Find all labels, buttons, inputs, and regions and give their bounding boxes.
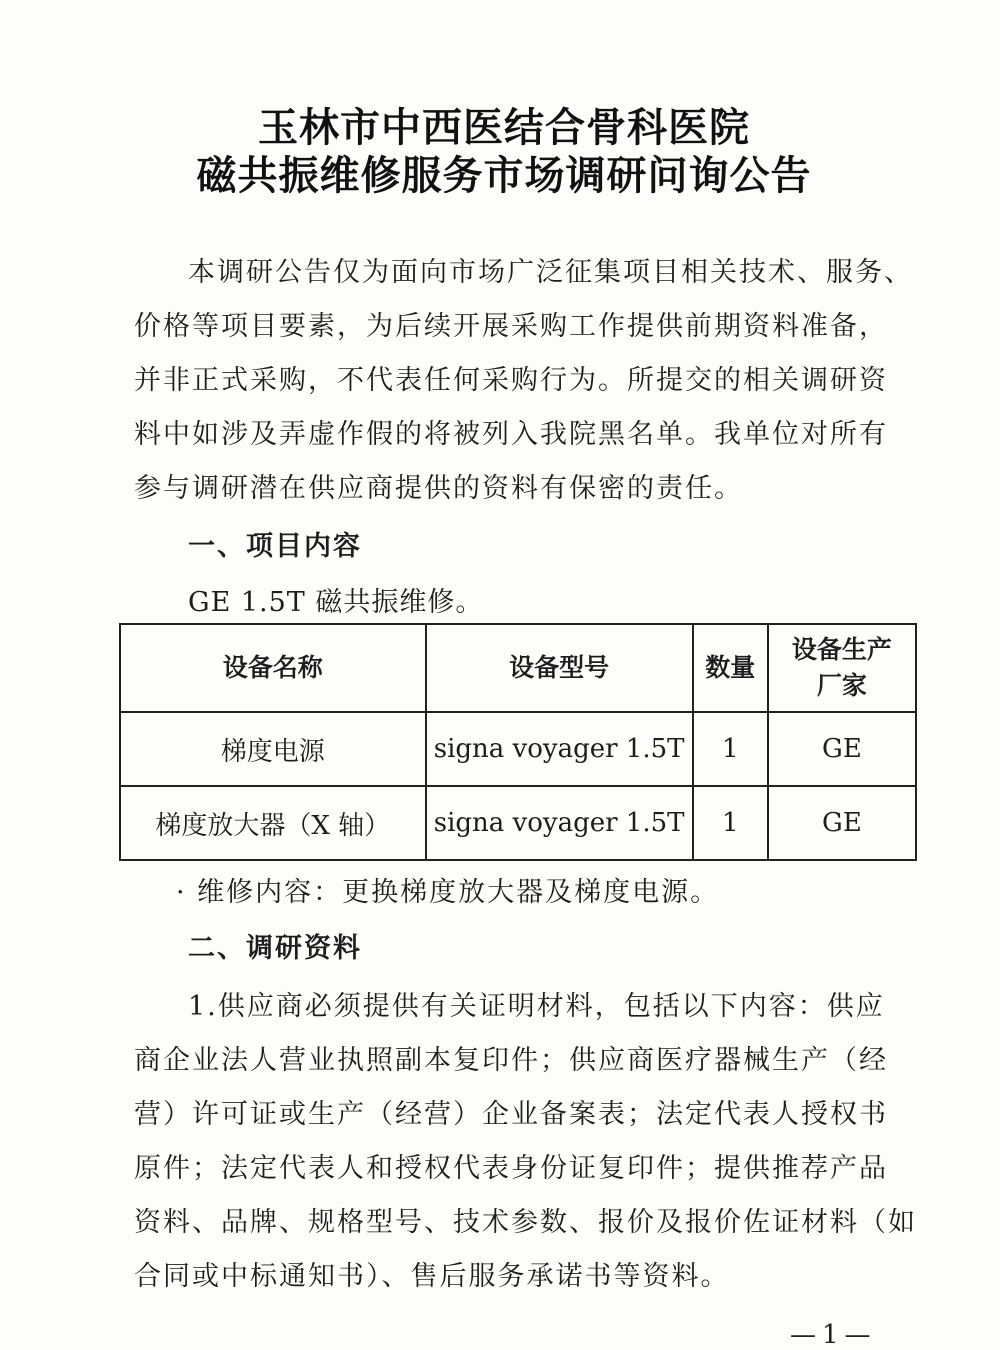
title-line-2: 磁共振维修服务市场调研问询公告 [196,153,812,199]
section-2-line-4: 原件；法定代表人和授权代表身份证复印件；提供推荐产品 [134,1153,888,1184]
section-2-line-6: 合同或中标通知书）、售后服务承诺书等资料。 [134,1261,730,1292]
equipment-table [119,623,917,861]
table-row [120,786,916,860]
section-1-heading: 一、项目内容 [188,531,362,562]
cell-quantity: 1 [693,712,768,786]
header-manufacturer-line-2: 厂家 [816,671,867,700]
header-equipment-model: 设备型号 [426,624,693,712]
repair-content-note: · 维修内容：更换梯度放大器及梯度电源。 [176,877,720,908]
project-summary: GE 1.5T 磁共振维修。 [188,587,484,618]
table-header-row [120,624,916,712]
page-number: —1— [790,1320,877,1350]
header-equipment-name: 设备名称 [120,624,426,712]
cell-equipment-name: 梯度电源 [120,712,426,786]
cell-equipment-model: signa voyager 1.5T [426,786,693,860]
section-2-heading: 二、调研资料 [188,933,362,964]
cell-equipment-model: signa voyager 1.5T [426,712,693,786]
intro-line-3: 并非正式采购，不代表任何采购行为。所提交的相关调研资 [134,365,888,396]
intro-line-5: 参与调研潜在供应商提供的资料有保密的责任。 [134,473,743,504]
cell-quantity: 1 [693,786,768,860]
header-quantity: 数量 [693,624,768,712]
section-2-line-3: 营）许可证或生产（经营）企业备案表；法定代表人授权书 [134,1099,888,1130]
section-2-line-2: 商企业法人营业执照副本复印件；供应商医疗器械生产（经 [134,1045,888,1076]
intro-line-2: 价格等项目要素，为后续开展采购工作提供前期资料准备， [134,311,888,342]
section-2-line-1: 1.供应商必须提供有关证明材料，包括以下内容：供应 [188,991,885,1022]
intro-line-1: 本调研公告仅为面向市场广泛征集项目相关技术、服务、 [188,257,913,288]
section-2-line-5: 资料、品牌、规格型号、技术参数、报价及报价佐证材料（如 [134,1207,917,1238]
cell-manufacturer: GE [768,786,916,860]
cell-manufacturer: GE [768,712,916,786]
intro-line-4: 料中如涉及弄虚作假的将被列入我院黑名单。我单位对所有 [134,419,888,450]
header-manufacturer [768,624,916,712]
title-line-1: 玉林市中西医结合骨科医院 [258,105,750,151]
header-manufacturer-line-1: 设备生产 [791,635,892,664]
cell-equipment-name: 梯度放大器（X 轴） [120,786,426,860]
table-row [120,712,916,786]
